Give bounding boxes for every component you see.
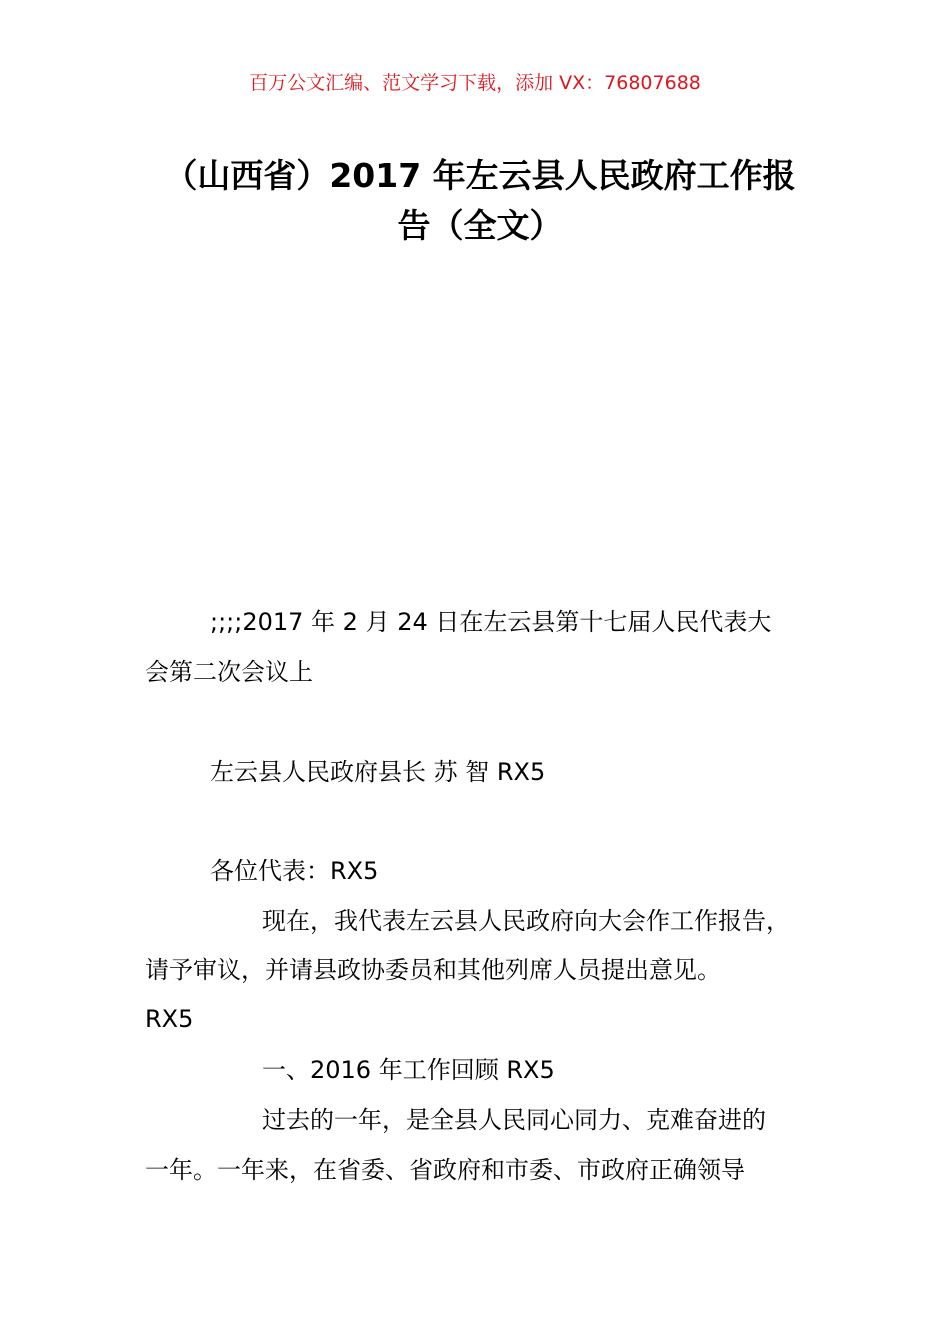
body-line: 左云县人民政府县长 苏 智 RX5: [210, 758, 546, 786]
document-title-line-1: （山西省）2017 年左云县人民政府工作报: [164, 156, 796, 195]
document-title-line-2: 告（全文）: [397, 206, 563, 245]
body-line: 过去的一年，是全县人民同心同力、克难奋进的: [262, 1106, 766, 1134]
header-watermark: 百万公文汇编、范文学习下载，添加 VX：76807688: [249, 72, 701, 94]
body-line: 请予审议，并请县政协委员和其他列席人员提出意见。: [145, 956, 721, 984]
body-line: 一年。一年来，在省委、省政府和市委、市政府正确领导: [145, 1156, 745, 1184]
body-line: 各位代表：RX5: [210, 857, 379, 885]
body-line: RX5: [145, 1005, 194, 1033]
body-line: 会第二次会议上: [145, 658, 313, 686]
section-heading: 一、2016 年工作回顾 RX5: [262, 1056, 555, 1084]
body-line: 现在，我代表左云县人民政府向大会作工作报告，: [262, 907, 790, 935]
body-line: ;;;;2017 年 2 月 24 日在左云县第十七届人民代表大: [210, 608, 772, 636]
